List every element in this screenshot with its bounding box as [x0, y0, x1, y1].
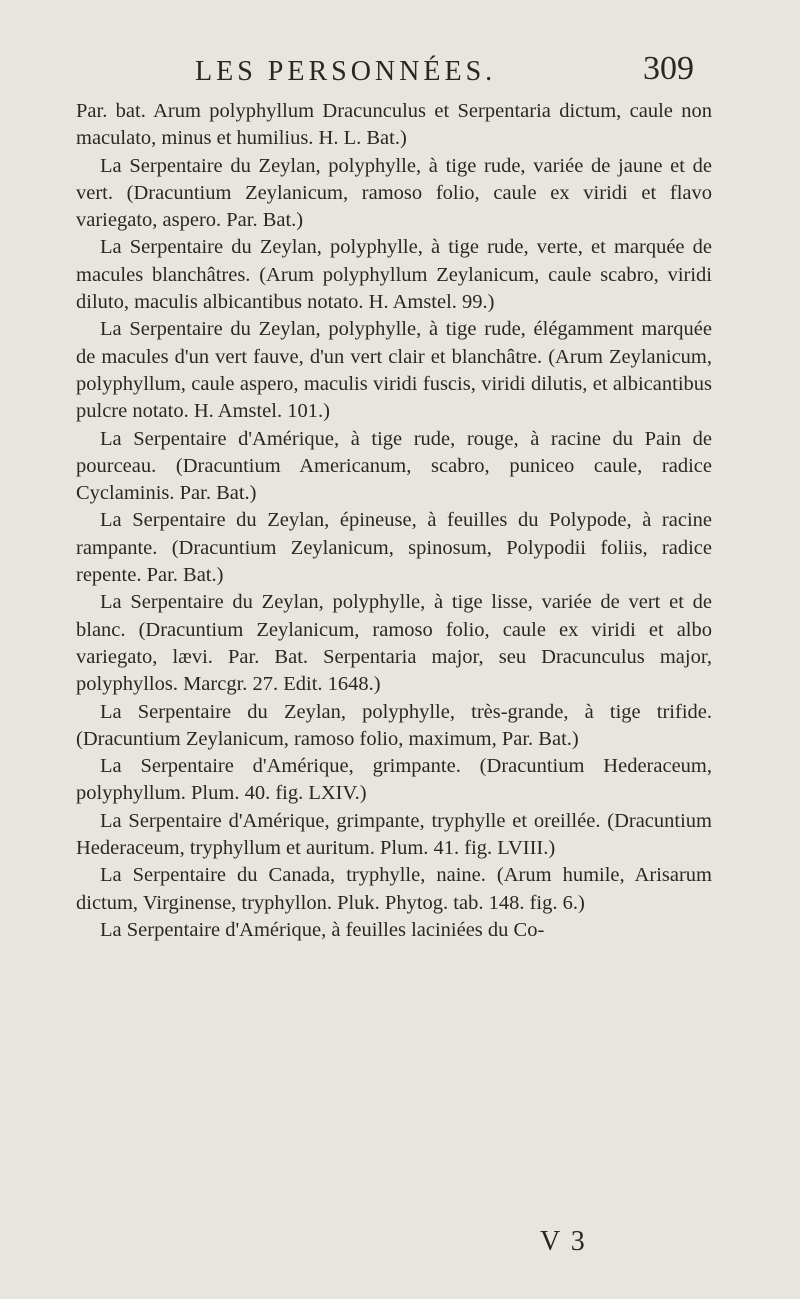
paragraph-11: La Serpentaire du Canada, tryphylle, naine. (Arum humile, Arisarum dictum, Virginense, tryphyllon. Pluk. Phytog. tab. 148. fig. 6.) [76, 864, 712, 914]
paragraph-6: La Serpentaire du Zeylan, épineuse, à feuilles du Polypode, à racine rampante. (Dracuntium Zeylanicum, spinosum, Polypodii foliis, radice repente. Par. Bat.) [76, 509, 712, 587]
running-head: LES PERSONNÉES. [195, 56, 497, 87]
paragraph-8: La Serpentaire du Zeylan, polyphylle, très-grande, à tige trifide. (Dracuntium Zeylanicum, ramoso folio, maximum, Par. Bat.) [76, 700, 712, 750]
paragraph-1: Par. bat. Arum polyphyllum Dracunculus et Serpentaria dictum, caule non maculato, minus et humilius. H. L. Bat.) [76, 100, 712, 150]
paragraph-9: La Serpentaire d'Amérique, grimpante. (Dracuntium Hederaceum, polyphyllum. Plum. 40. fig. LXIV.) [76, 755, 712, 805]
paragraph-5: La Serpentaire d'Amérique, à tige rude, rouge, à racine du Pain de pourceau. (Dracuntium Americanum, scabro, puniceo caule, radice Cyclaminis. Par. Bat.) [76, 427, 712, 505]
body-text [76, 98, 712, 944]
page-number: 309 [643, 50, 694, 87]
paragraph-7: La Serpentaire du Zeylan, polyphylle, à tige lisse, variée de vert et de blanc. (Dracuntium Zeylanicum, ramoso folio, caule ex viridi et albo variegato, lævi. Par. Bat. Serpentaria major, seu Dracunculus major, polyphyllos. Marcgr. 27. Edit. 1648.) [76, 591, 712, 696]
signature-mark: V 3 [540, 1226, 587, 1257]
paragraph-4: La Serpentaire du Zeylan, polyphylle, à tige rude, élégamment marquée de macules d'un vert fauve, d'un vert clair et blanchâtre. (Arum Zeylanicum, polyphyllum, caule aspero, maculis viridi fuscis, viridi dilutis, et albicantibus pulcre notato. H. Amstel. 101.) [76, 318, 712, 423]
paragraph-2: La Serpentaire du Zeylan, polyphylle, à tige rude, variée de jaune et de vert. (Dracuntium Zeylanicum, ramoso folio, caule ex viridi et flavo variegato, aspero. Par. Bat.) [76, 154, 712, 232]
page-header [0, 50, 800, 100]
paragraph-3: La Serpentaire du Zeylan, polyphylle, à tige rude, verte, et marquée de macules blanchâtres. (Arum polyphyllum Zeylanicum, caule scabro, viridi diluto, maculis albicantibus notato. H. Amstel. 99.) [76, 236, 712, 314]
paragraph-12: La Serpentaire d'Amérique, à feuilles laciniées du Co- [100, 918, 545, 941]
paragraph-10: La Serpentaire d'Amérique, grimpante, tryphylle et oreillée. (Dracuntium Hederaceum, tryphyllum et auritum. Plum. 41. fig. LVIII.) [76, 809, 712, 860]
